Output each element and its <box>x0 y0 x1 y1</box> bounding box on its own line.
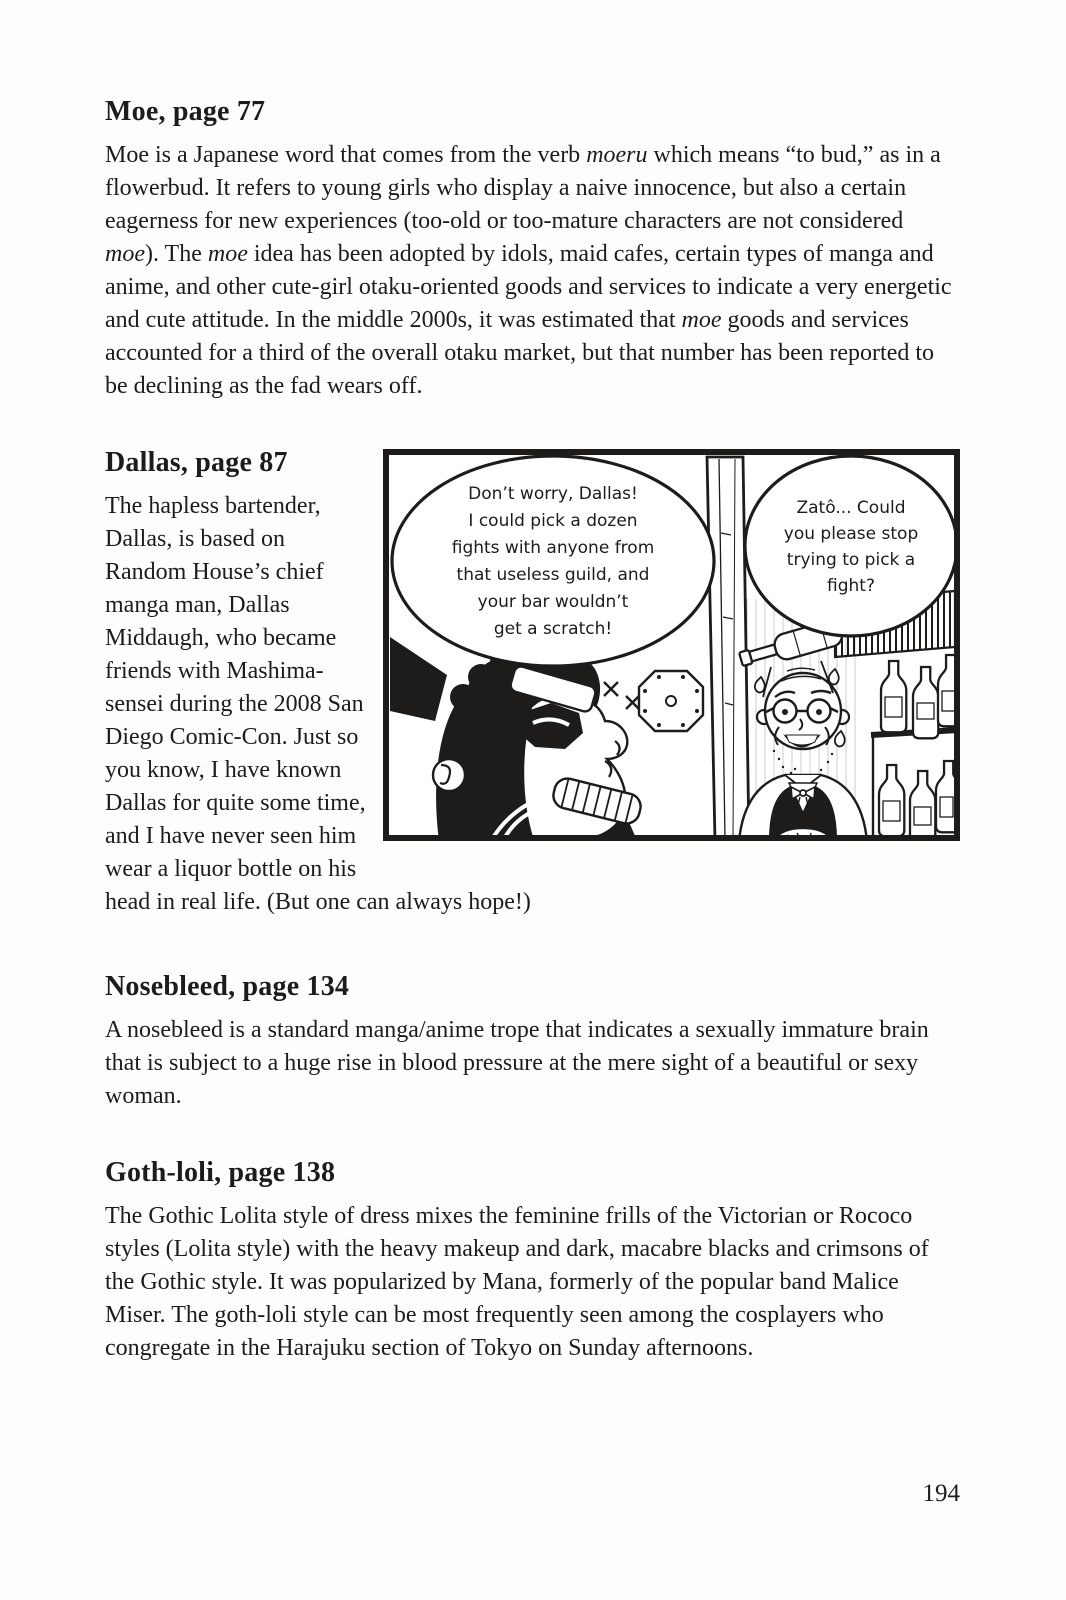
moe-heading: Moe, page 77 <box>105 96 266 127</box>
bubble-text-line: Don’t worry, Dallas! <box>468 484 638 504</box>
section-dallas <box>105 447 960 919</box>
wooden-post <box>707 457 749 841</box>
bubble-text-line: your bar wouldn’t <box>477 592 629 612</box>
bubble-text-line: fights with anyone from <box>451 538 655 558</box>
text-segment: which means “to bud,” as in a flowerbud. It refers to young girls who display a naive innocence, but also a certain eagerness for new experiences (too-old or too-mature characters are not considered <box>105 142 941 234</box>
section-moe <box>105 0 960 403</box>
bubble-text-line: get a scratch! <box>493 619 613 639</box>
gothloli-heading: Goth-loli, page 138 <box>105 1157 336 1188</box>
bubble-text-line: you please stop <box>783 524 919 544</box>
nosebleed-heading: Nosebleed, page 134 <box>105 971 350 1002</box>
dallas-heading: Dallas, page 87 <box>105 447 288 478</box>
manga-panel-illustration <box>383 449 960 841</box>
page-number: 194 <box>922 1480 960 1507</box>
italic-term: moe <box>207 241 248 267</box>
shelf-bottles-lower <box>879 761 960 841</box>
shelf-bottles-upper <box>881 655 960 738</box>
text-segment: idea has been adopted by idols, maid cafes, certain types of manga and anime, and other cute-girl otaku-oriented goods and services to indicate a very energetic and cute attitude. In the middle 2000s, it was estimated that <box>105 241 952 333</box>
door-plaque <box>639 671 703 731</box>
dallas-paragraph: The hapless bartender, Dallas, is based on Random House’s chief manga man, Dallas Middaugh, who became friends with Mashima-sensei during the 2008 San Diego Comic-Con. Just so you know, I have known Dallas for quite some time, and I have never seen him wear a liquor bottle on his head in real life. (But one can always hope!) <box>105 493 531 915</box>
section-gothloli <box>105 1157 960 1365</box>
speech-bubble-right <box>745 456 957 636</box>
manga-panel-figure <box>383 449 960 841</box>
italic-term: moe <box>681 307 722 333</box>
italic-term: moeru <box>586 142 648 168</box>
text-segment: Moe is a Japanese word that comes from the verb <box>105 142 587 168</box>
text-segment: goods and services accounted for a third of the overall otaku market, but that number has been reported to be declining as the fad wears off. <box>105 307 935 399</box>
bubble-text-line: trying to pick a <box>786 550 916 570</box>
moe-paragraph <box>105 139 960 403</box>
bubble-text-line: I could pick a dozen <box>468 511 638 531</box>
gothloli-paragraph: The Gothic Lolita style of dress mixes the feminine frills of the Victorian or Rococo styles (Lolita style) with the heavy makeup and dark, macabre blacks and crimsons of the Gothic style. It was popularized by Mana, formerly of the popular band Malice Miser. The goth-loli style can be most frequently seen among the cosplayers who congregate in the Harajuku section of Tokyo on Sunday afternoons. <box>105 1203 929 1361</box>
text-segment: ). The <box>144 241 208 267</box>
nosebleed-paragraph: A nosebleed is a standard manga/anime trope that indicates a sexually immature brain that is subject to a huge rise in blood pressure at the mere sight of a beautiful or sexy woman. <box>105 1017 929 1109</box>
bubble-text-line: fight? <box>827 576 875 596</box>
italic-term: moe <box>105 241 145 267</box>
section-nosebleed <box>105 971 960 1113</box>
bubble-text-line: Zatô... Could <box>796 498 906 518</box>
bubble-text-line: that useless guild, and <box>456 565 650 585</box>
